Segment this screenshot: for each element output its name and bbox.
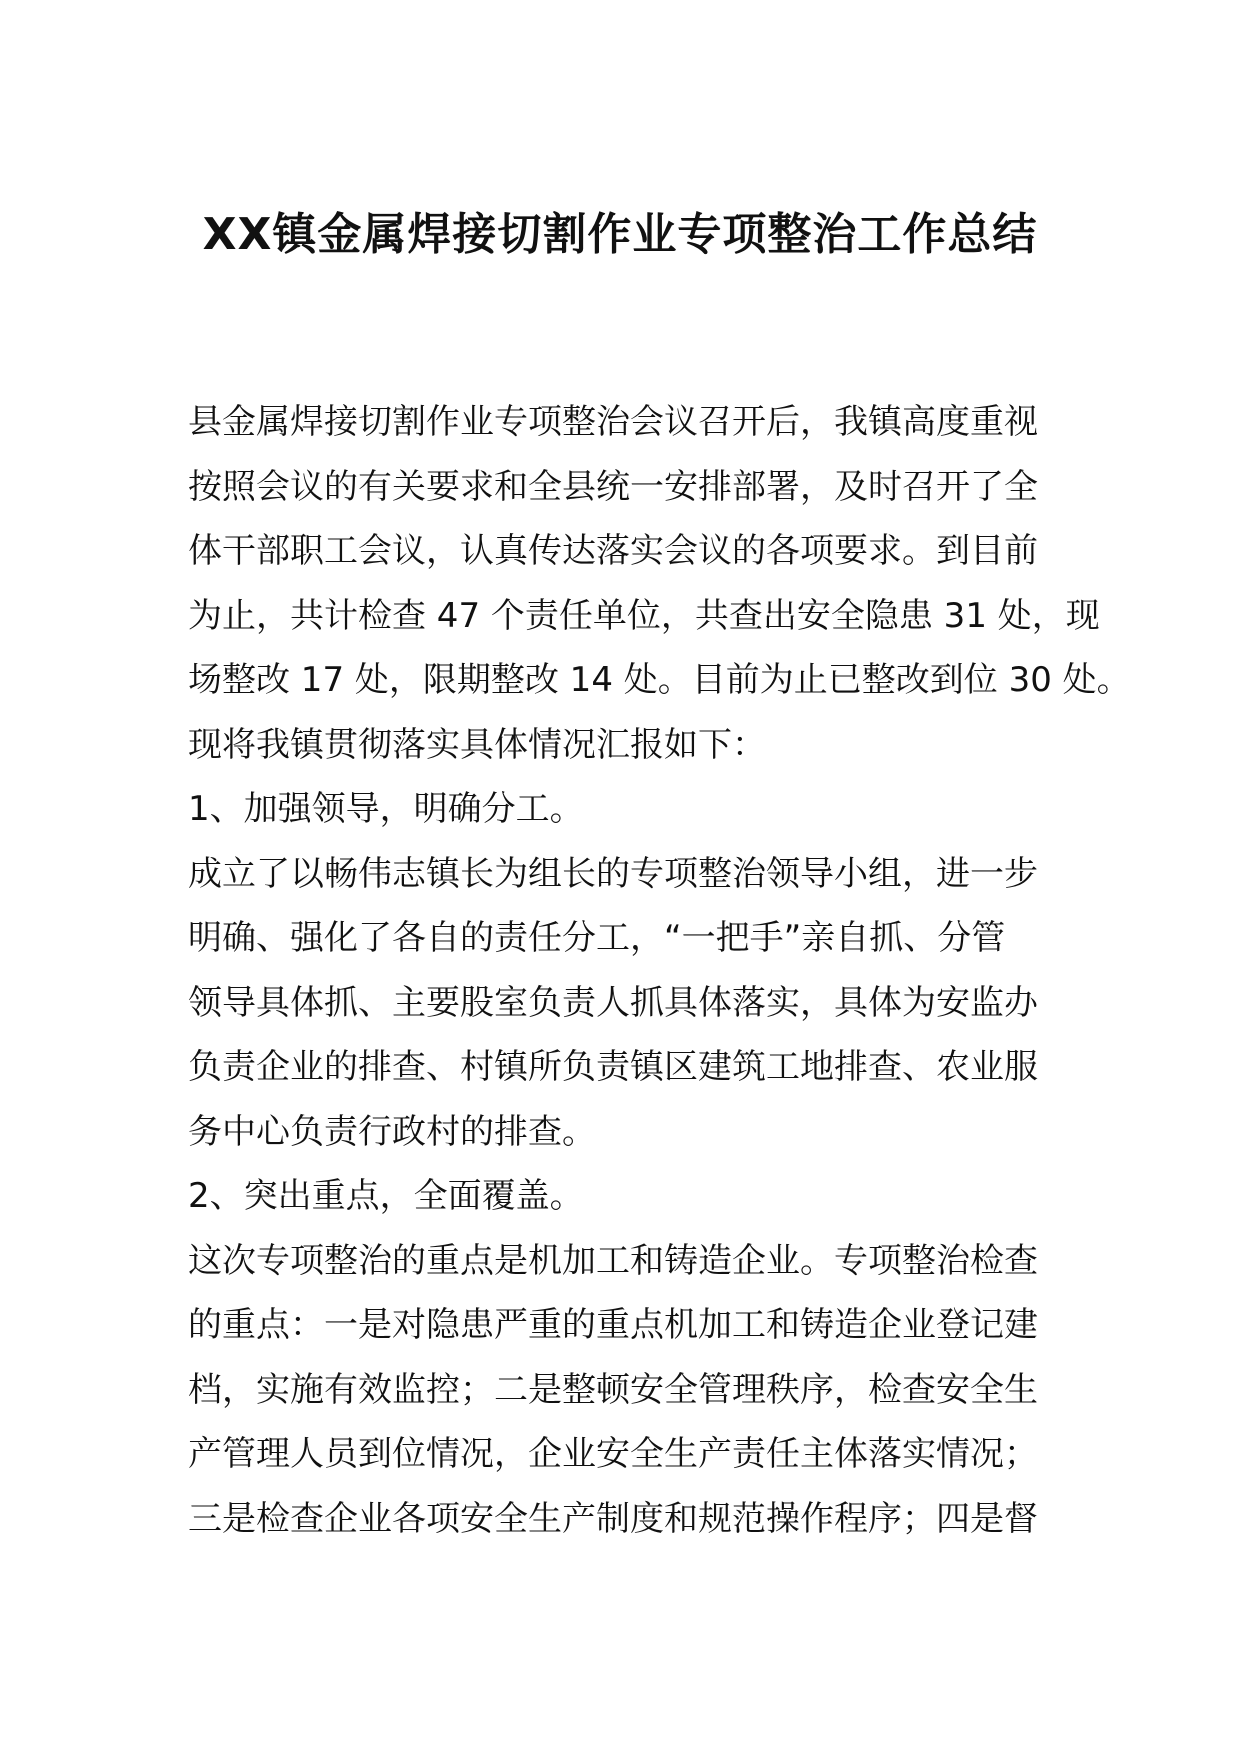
body-line: 产管理人员到位情况，企业安全生产责任主体落实情况； [188, 1434, 1038, 1474]
body-line: 领导具体抓、主要股室负责人抓具体落实，具体为安监办 [188, 982, 1038, 1023]
body-line: 三是检查企业各项安全生产制度和规范操作程序；四是督 [188, 1498, 1038, 1539]
body-line: 负责企业的排查、村镇所负责镇区建筑工地排查、农业服 [188, 1047, 1038, 1087]
body-line: 为止，共计检查 47 个责任单位，共查出安全隐患 31 处，现 [188, 595, 1100, 636]
body-line: 的重点：一是对隐患严重的重点机加工和铸造企业登记建 [188, 1305, 1038, 1345]
document-title: XX镇金属焊接切割作业专项整治工作总结 [202, 209, 1038, 260]
body-line: 按照会议的有关要求和全县统一安排部署，及时召开了全 [188, 466, 1038, 507]
body-line: 这次专项整治的重点是机加工和铸造企业。专项整治检查 [188, 1240, 1038, 1281]
body-line: 明确、强化了各自的责任分工，“一把手”亲自抓、分管 [188, 918, 1006, 958]
body-line: 务中心负责行政村的排查。 [188, 1111, 596, 1152]
section-heading-1: 1、加强领导，明确分工。 [188, 789, 584, 829]
body-line: 现将我镇贯彻落实具体情况汇报如下： [188, 724, 766, 765]
body-line: 档，实施有效监控；二是整顿安全管理秩序，检查安全生 [188, 1369, 1038, 1410]
document-body [188, 390, 1131, 1551]
body-line: 场整改 17 处，限期整改 14 处。目前为止已整改到位 30 处。 [188, 660, 1131, 700]
body-line: 体干部职工会议，认真传达落实会议的各项要求。到目前 [188, 531, 1038, 571]
body-line: 成立了以畅伟志镇长为组长的专项整治领导小组，进一步 [188, 853, 1038, 894]
section-heading-2: 2、突出重点，全面覆盖。 [188, 1176, 584, 1216]
body-line: 县金属焊接切割作业专项整治会议召开后，我镇高度重视 [188, 402, 1038, 442]
